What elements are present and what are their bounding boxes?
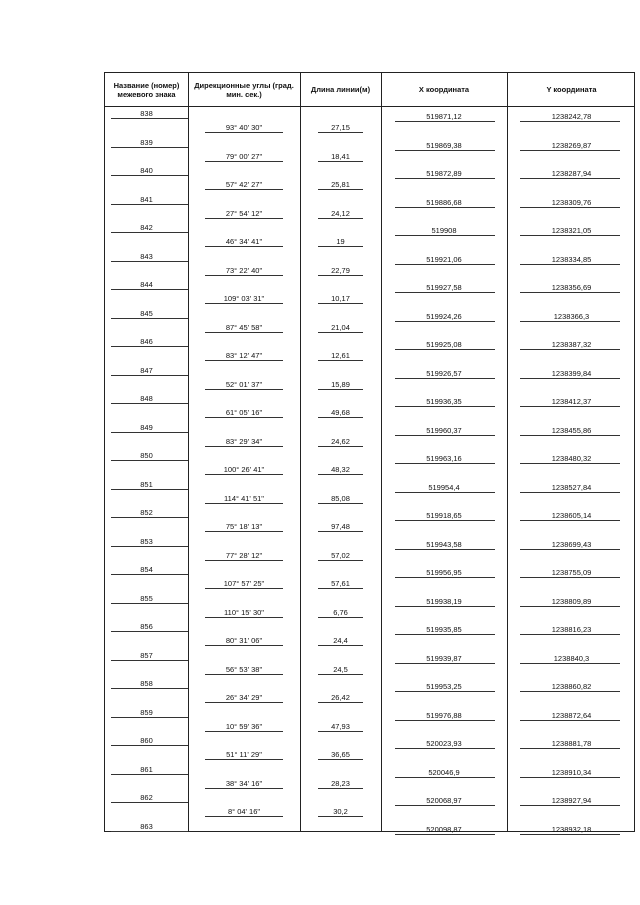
x-underline (395, 121, 495, 122)
x-coordinate: 519956,95 (426, 568, 462, 577)
line-length: 6,76 (333, 607, 348, 617)
line-length: 25,81 (331, 180, 350, 189)
y-coordinate: 1238269,87 (551, 140, 592, 150)
line-length: 15,89 (331, 379, 350, 389)
point-underline (111, 432, 188, 433)
x-coordinate: 520068,97 (426, 796, 462, 805)
y-underline (520, 321, 620, 322)
y-underline (520, 720, 620, 721)
line-length: 30,2 (333, 807, 348, 816)
point-underline (111, 489, 188, 490)
line-length: 49,68 (331, 408, 350, 417)
angle-underline (205, 275, 283, 276)
line-length: 24,5 (333, 664, 348, 674)
angle-underline (205, 503, 283, 504)
x-underline (395, 634, 495, 635)
length-underline (318, 617, 363, 618)
point-underline (111, 717, 188, 718)
line-length: 24,12 (331, 208, 350, 218)
point-underline (111, 204, 188, 205)
y-coordinate: 1238872,64 (551, 710, 592, 720)
point-underline (111, 346, 188, 347)
line-length: 26,42 (331, 693, 350, 702)
length-underline (318, 303, 363, 304)
y-underline (520, 207, 620, 208)
line-length: 28,23 (331, 778, 350, 788)
point-name: 838 (140, 109, 153, 118)
length-underline (318, 417, 363, 418)
angle-underline (205, 303, 283, 304)
point-underline (111, 774, 188, 775)
direction-angle: 10° 59' 36" (225, 721, 263, 731)
x-coordinate: 519976,88 (426, 710, 462, 720)
x-coordinate: 519926,57 (426, 368, 462, 378)
direction-angle: 52° 01' 37" (225, 379, 263, 389)
angle-underline (205, 588, 283, 589)
direction-angle: 73° 22' 40" (225, 265, 263, 275)
length-underline (318, 389, 363, 390)
point-name: 862 (140, 793, 153, 802)
y-underline (520, 349, 620, 350)
y-underline (520, 235, 620, 236)
length-underline (318, 161, 363, 162)
x-coordinate: 520023,93 (426, 739, 462, 748)
x-underline (395, 663, 495, 664)
x-underline (395, 349, 495, 350)
direction-angle: 80° 31' 06" (225, 636, 263, 645)
point-name: 839 (140, 137, 153, 147)
y-coordinate: 1238816,23 (551, 625, 592, 634)
x-underline (395, 178, 495, 179)
y-underline (520, 435, 620, 436)
length-underline (318, 503, 363, 504)
line-length: 97,48 (331, 522, 350, 531)
direction-angle: 114° 41' 51" (224, 493, 264, 503)
x-underline (395, 207, 495, 208)
length-underline (318, 560, 363, 561)
point-underline (111, 147, 188, 148)
y-underline (520, 577, 620, 578)
angle-underline (205, 702, 283, 703)
x-coordinate: 519924,26 (426, 311, 462, 321)
angle-underline (205, 560, 283, 561)
y-underline (520, 691, 620, 692)
x-coordinate: 519872,89 (426, 169, 462, 178)
angle-underline (205, 759, 283, 760)
x-coordinate: 519938,19 (426, 596, 462, 606)
angle-underline (205, 731, 283, 732)
point-name: 861 (140, 764, 153, 774)
y-underline (520, 520, 620, 521)
y-coordinate: 1238480,32 (551, 454, 592, 463)
y-coordinate: 1238809,89 (551, 596, 592, 606)
length-underline (318, 759, 363, 760)
y-underline (520, 264, 620, 265)
x-coordinate: 519925,08 (426, 340, 462, 349)
direction-angle: 79° 00' 27" (225, 151, 263, 161)
header-divider (105, 106, 634, 107)
point-name: 847 (140, 365, 153, 375)
x-underline (395, 321, 495, 322)
x-underline (395, 720, 495, 721)
x-underline (395, 549, 495, 550)
point-name: 860 (140, 736, 153, 745)
direction-angle: 107° 57' 25" (223, 579, 265, 588)
point-name: 851 (140, 479, 153, 489)
length-underline (318, 588, 363, 589)
point-underline (111, 831, 188, 832)
point-underline (111, 261, 188, 262)
direction-angle: 93° 40' 30" (225, 123, 263, 132)
y-underline (520, 463, 620, 464)
angle-underline (205, 417, 283, 418)
length-underline (318, 731, 363, 732)
y-underline (520, 777, 620, 778)
length-underline (318, 332, 363, 333)
direction-angle: 109° 03' 31" (223, 294, 265, 303)
point-underline (111, 118, 188, 119)
angle-underline (205, 360, 283, 361)
x-underline (395, 691, 495, 692)
angle-underline (205, 645, 283, 646)
line-length: 10,17 (331, 294, 350, 303)
y-underline (520, 606, 620, 607)
y-coordinate: 1238309,76 (551, 197, 592, 207)
point-name: 853 (140, 536, 153, 546)
y-underline (520, 549, 620, 550)
angle-underline (205, 189, 283, 190)
x-underline (395, 606, 495, 607)
y-coordinate: 1238455,86 (551, 425, 592, 435)
angle-underline (205, 218, 283, 219)
point-name: 855 (140, 593, 153, 603)
line-length: 19 (336, 237, 345, 246)
point-name: 844 (140, 280, 153, 289)
length-underline (318, 132, 363, 133)
y-coordinate: 1238399,84 (551, 368, 592, 378)
y-underline (520, 378, 620, 379)
y-underline (520, 178, 620, 179)
point-name: 843 (140, 251, 153, 261)
length-underline (318, 531, 363, 532)
point-underline (111, 688, 188, 689)
line-length: 12,61 (331, 351, 350, 360)
line-length: 57,61 (331, 579, 350, 588)
x-underline (395, 235, 495, 236)
direction-angle: 100° 26' 41" (223, 465, 265, 474)
direction-angle: 26° 34' 29" (225, 693, 263, 702)
point-underline (111, 574, 188, 575)
point-underline (111, 631, 188, 632)
x-underline (395, 406, 495, 407)
point-underline (111, 175, 188, 176)
point-name: 840 (140, 166, 153, 175)
point-name: 863 (140, 821, 153, 831)
direction-angle: 46° 34' 41" (225, 237, 263, 246)
x-coordinate: 519921,06 (426, 254, 462, 264)
y-coordinate: 1238412,37 (551, 397, 592, 406)
y-coordinate: 1238356,69 (551, 283, 592, 292)
x-underline (395, 577, 495, 578)
y-underline (520, 150, 620, 151)
point-name: 858 (140, 679, 153, 688)
point-underline (111, 375, 188, 376)
point-name: 841 (140, 194, 153, 204)
x-coordinate: 519963,16 (426, 454, 462, 463)
x-underline (395, 777, 495, 778)
line-length: 57,02 (331, 550, 350, 560)
angle-underline (205, 389, 283, 390)
y-coordinate: 1238242,78 (551, 112, 592, 121)
point-underline (111, 289, 188, 290)
x-underline (395, 150, 495, 151)
x-underline (395, 292, 495, 293)
x-coordinate: 519954,4 (428, 482, 460, 492)
line-length: 85,08 (331, 493, 350, 503)
line-length: 21,04 (331, 322, 350, 332)
direction-angle: 87° 45' 58" (225, 322, 263, 332)
y-underline (520, 406, 620, 407)
length-underline (318, 474, 363, 475)
point-name: 859 (140, 707, 153, 717)
angle-underline (205, 816, 283, 817)
angle-underline (205, 332, 283, 333)
point-underline (111, 403, 188, 404)
point-underline (111, 232, 188, 233)
header-angle: Дирекционные углы (град. мин. сек.) (194, 80, 294, 99)
y-coordinate: 1238527,84 (551, 482, 592, 492)
line-length: 27,15 (331, 123, 350, 132)
x-underline (395, 378, 495, 379)
x-coordinate: 519918,65 (426, 511, 462, 520)
angle-underline (205, 132, 283, 133)
point-name: 852 (140, 508, 153, 517)
length-underline (318, 788, 363, 789)
x-underline (395, 463, 495, 464)
length-underline (318, 360, 363, 361)
y-coordinate: 1238334,85 (551, 254, 592, 264)
length-underline (318, 189, 363, 190)
point-name: 846 (140, 337, 153, 346)
direction-angle: 51° 11' 29" (226, 750, 262, 759)
length-underline (318, 275, 363, 276)
line-length: 24,4 (333, 636, 348, 645)
y-underline (520, 834, 620, 835)
direction-angle: 75° 18' 13" (225, 522, 263, 531)
direction-angle: 110° 15' 30" (224, 607, 264, 617)
x-underline (395, 834, 495, 835)
y-underline (520, 748, 620, 749)
header-y: Y координата (546, 85, 597, 94)
x-coordinate: 519936,35 (426, 397, 462, 406)
direction-angle: 83° 29' 34" (225, 436, 263, 446)
x-coordinate: 519908 (431, 226, 457, 235)
y-underline (520, 663, 620, 664)
x-coordinate: 519943,58 (426, 539, 462, 549)
line-length: 22,79 (331, 265, 350, 275)
angle-underline (205, 674, 283, 675)
x-coordinate: 520098,87 (426, 824, 462, 834)
direction-angle: 27° 54' 12" (225, 208, 263, 218)
header-name: Название (номер) межевого знака (113, 80, 180, 99)
point-name: 854 (140, 565, 153, 574)
x-underline (395, 805, 495, 806)
coordinates-table (104, 72, 635, 832)
header-length: Длина линии(м) (310, 85, 371, 94)
y-coordinate: 1238755,09 (551, 568, 592, 577)
point-name: 848 (140, 394, 153, 403)
x-underline (395, 748, 495, 749)
direction-angle: 77° 28' 12" (225, 550, 263, 560)
length-underline (318, 674, 363, 675)
x-coordinate: 519953,25 (426, 682, 462, 691)
length-underline (318, 218, 363, 219)
header-x: X координата (418, 85, 470, 94)
y-coordinate: 1238932,18 (551, 824, 592, 834)
angle-underline (205, 531, 283, 532)
angle-underline (205, 446, 283, 447)
y-coordinate: 1238321,05 (551, 226, 592, 235)
y-coordinate: 1238860,82 (551, 682, 592, 691)
angle-underline (205, 474, 283, 475)
y-coordinate: 1238927,94 (551, 796, 592, 805)
y-underline (520, 292, 620, 293)
line-length: 48,32 (331, 465, 350, 474)
line-length: 24,62 (331, 436, 350, 446)
x-underline (395, 492, 495, 493)
x-coordinate: 519927,58 (426, 283, 462, 292)
x-coordinate: 519886,68 (426, 197, 462, 207)
line-length: 18,41 (331, 151, 350, 161)
x-coordinate: 519939,87 (426, 653, 462, 663)
direction-angle: 83° 12' 47" (225, 351, 263, 360)
angle-underline (205, 617, 283, 618)
x-underline (395, 264, 495, 265)
direction-angle: 56° 53' 38" (225, 664, 263, 674)
length-underline (318, 446, 363, 447)
x-coordinate: 519869,38 (426, 140, 462, 150)
y-underline (520, 805, 620, 806)
point-underline (111, 660, 188, 661)
x-underline (395, 435, 495, 436)
angle-underline (205, 246, 283, 247)
point-name: 857 (140, 650, 153, 660)
x-coordinate: 519960,37 (426, 425, 462, 435)
y-underline (520, 121, 620, 122)
point-underline (111, 745, 188, 746)
x-coordinate: 520046,9 (428, 767, 460, 777)
x-underline (395, 520, 495, 521)
point-underline (111, 603, 188, 604)
point-underline (111, 802, 188, 803)
length-underline (318, 246, 363, 247)
point-underline (111, 517, 188, 518)
direction-angle: 8° 04' 16" (227, 807, 261, 816)
point-name: 856 (140, 622, 153, 631)
y-underline (520, 634, 620, 635)
point-name: 849 (140, 422, 153, 432)
point-name: 842 (140, 223, 153, 232)
y-underline (520, 492, 620, 493)
point-underline (111, 318, 188, 319)
length-underline (318, 645, 363, 646)
x-coordinate: 519871,12 (426, 112, 462, 121)
y-coordinate: 1238366,3 (553, 311, 590, 321)
y-coordinate: 1238910,34 (551, 767, 592, 777)
direction-angle: 61° 05' 16" (225, 408, 263, 417)
y-coordinate: 1238840,3 (553, 653, 590, 663)
angle-underline (205, 161, 283, 162)
angle-underline (205, 788, 283, 789)
y-coordinate: 1238699,43 (551, 539, 592, 549)
y-coordinate: 1238287,94 (551, 169, 592, 178)
direction-angle: 38° 34' 16" (225, 778, 263, 788)
x-coordinate: 519935,85 (426, 625, 462, 634)
length-underline (318, 702, 363, 703)
y-coordinate: 1238881,78 (551, 739, 592, 748)
y-coordinate: 1238387,32 (551, 340, 592, 349)
direction-angle: 57° 42' 27" (225, 180, 263, 189)
point-name: 845 (140, 308, 153, 318)
line-length: 47,93 (331, 721, 350, 731)
point-underline (111, 546, 188, 547)
line-length: 36,65 (331, 750, 350, 759)
point-name: 850 (140, 451, 153, 460)
length-underline (318, 816, 363, 817)
point-underline (111, 460, 188, 461)
y-coordinate: 1238605,14 (551, 511, 592, 520)
